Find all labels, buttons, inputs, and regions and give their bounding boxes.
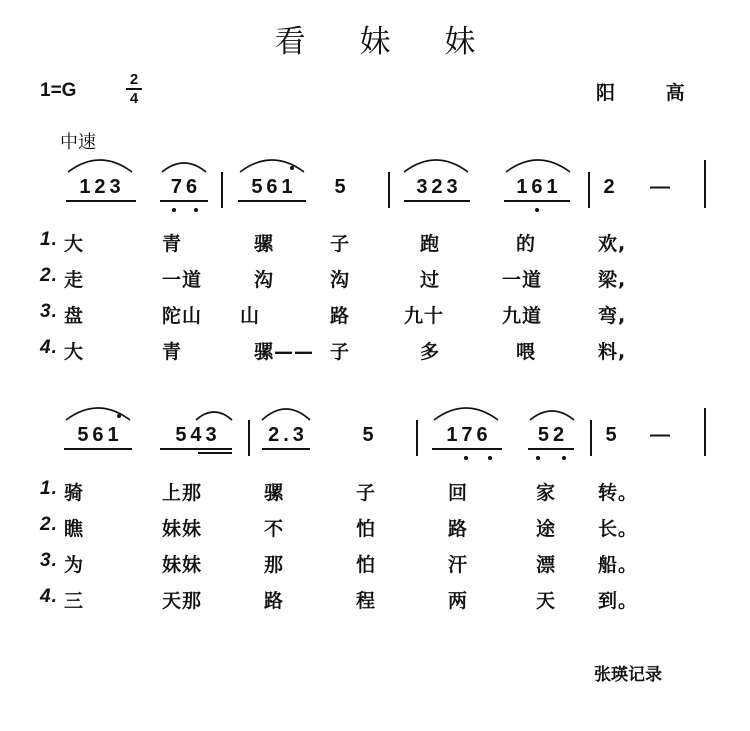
lyric-word: 妹妹 bbox=[162, 554, 203, 576]
lyric-word: 骑 bbox=[64, 482, 85, 504]
verse-number: 4. bbox=[40, 586, 58, 607]
lyric-word: 沟 bbox=[254, 269, 275, 291]
lyric-word: 船。 bbox=[598, 554, 639, 576]
verse-number: 3. bbox=[40, 550, 58, 571]
lyric-word: 子 bbox=[330, 233, 351, 255]
note-group: 161 bbox=[516, 176, 562, 198]
lyric-word: 的 bbox=[516, 233, 537, 255]
lyric-word: 两 bbox=[448, 590, 469, 612]
lyric-verse-3 bbox=[0, 550, 750, 576]
note-group: 5 bbox=[334, 176, 350, 198]
lyric-word: 弯, bbox=[598, 305, 627, 327]
lyric-word: 盘 bbox=[64, 305, 85, 327]
lyric-word: 瞧 bbox=[64, 518, 85, 540]
verse-number: 3. bbox=[40, 301, 58, 322]
lyric-word: 上那 bbox=[162, 482, 203, 504]
meter-top: 2 bbox=[129, 71, 139, 88]
lyric-word: 不 bbox=[264, 518, 285, 540]
note-group: 543 bbox=[175, 424, 221, 446]
lyric-word: 到。 bbox=[598, 590, 639, 612]
lyric-verse-4 bbox=[0, 337, 750, 363]
lyric-verse-4 bbox=[0, 586, 750, 612]
lyric-word: 路 bbox=[264, 590, 285, 612]
meter-bottom: 4 bbox=[129, 90, 139, 107]
lyric-word: 骡 bbox=[264, 482, 285, 504]
sustain-dash: — bbox=[650, 424, 674, 446]
lyric-verse-2 bbox=[0, 265, 750, 291]
note-group: 2.3 bbox=[268, 424, 308, 446]
lyric-word: 漂 bbox=[536, 554, 557, 576]
lyric-word: 为 bbox=[64, 554, 85, 576]
composer-credit: 阳 高 bbox=[596, 82, 707, 104]
song-title: 看 妹 妹 bbox=[274, 24, 498, 60]
lyric-word: 三 bbox=[64, 590, 85, 612]
key-signature: 1=G bbox=[40, 80, 77, 101]
lyric-word: 怕 bbox=[356, 518, 377, 540]
verse-number: 4. bbox=[40, 337, 58, 358]
note-group: 76 bbox=[170, 176, 202, 198]
lyric-word: 路 bbox=[448, 518, 469, 540]
lyric-verse-1 bbox=[0, 478, 750, 504]
lyric-word: 长。 bbox=[598, 518, 639, 540]
sustain-dash: — bbox=[650, 176, 674, 198]
lyric-word: 多 bbox=[420, 341, 441, 363]
lyric-word: 骡—— bbox=[254, 341, 315, 363]
lyric-word: 九道 bbox=[502, 305, 543, 327]
verse-number: 1. bbox=[40, 478, 58, 499]
lyric-word: 一道 bbox=[162, 269, 203, 291]
lyric-word: 大 bbox=[64, 233, 85, 255]
verse-number: 1. bbox=[40, 229, 58, 250]
lyric-word: 天那 bbox=[162, 590, 203, 612]
lyric-word: 陀山 bbox=[162, 305, 203, 327]
note-group: 2 bbox=[603, 176, 619, 198]
lyric-word: 过 bbox=[420, 269, 441, 291]
lyric-word: 喂 bbox=[516, 341, 537, 363]
lyric-verse-1 bbox=[0, 229, 750, 255]
lyric-word: 梁, bbox=[598, 269, 627, 291]
lyric-word: 转。 bbox=[598, 482, 639, 504]
lyric-word: 怕 bbox=[356, 554, 377, 576]
lyric-word: 子 bbox=[356, 482, 377, 504]
note-group: 561 bbox=[251, 176, 297, 198]
lyric-word: 路 bbox=[330, 305, 351, 327]
verse-number: 2. bbox=[40, 514, 58, 535]
lyric-word: 料, bbox=[598, 341, 627, 363]
lyric-verse-2 bbox=[0, 514, 750, 540]
lyric-word: 回 bbox=[448, 482, 469, 504]
lyric-word: 青 bbox=[162, 233, 183, 255]
lyric-word: 大 bbox=[64, 341, 85, 363]
lyric-word: 青 bbox=[162, 341, 183, 363]
tempo-marking: 中速 bbox=[60, 132, 96, 153]
lyric-word: 沟 bbox=[330, 269, 351, 291]
lyric-word: 那 bbox=[264, 554, 285, 576]
note-group: 5 bbox=[362, 424, 378, 446]
note-group: 52 bbox=[537, 424, 569, 446]
note-group: 323 bbox=[416, 176, 462, 198]
lyric-word: 欢, bbox=[598, 233, 627, 255]
lyric-word: 途 bbox=[536, 518, 557, 540]
recorder-credit: 张瑛记录 bbox=[594, 665, 662, 685]
lyric-verse-3 bbox=[0, 301, 750, 327]
lyric-word: 天 bbox=[536, 590, 557, 612]
lyric-word: 跑 bbox=[420, 233, 441, 255]
lyric-word: 一道 bbox=[502, 269, 543, 291]
lyric-word: 走 bbox=[64, 269, 85, 291]
lyric-word: 九十 bbox=[404, 305, 445, 327]
lyric-word: 程 bbox=[356, 590, 377, 612]
lyric-word: 子 bbox=[330, 341, 351, 363]
lyric-word: 骡 bbox=[254, 233, 275, 255]
note-group: 176 bbox=[446, 424, 492, 446]
note-group: 5 bbox=[605, 424, 621, 446]
lyric-word: 山 bbox=[240, 305, 261, 327]
lyric-word: 家 bbox=[536, 482, 557, 504]
verse-number: 2. bbox=[40, 265, 58, 286]
lyric-word: 妹妹 bbox=[162, 518, 203, 540]
note-group: 561 bbox=[77, 424, 123, 446]
note-group: 123 bbox=[79, 176, 125, 198]
lyric-word: 汗 bbox=[448, 554, 469, 576]
